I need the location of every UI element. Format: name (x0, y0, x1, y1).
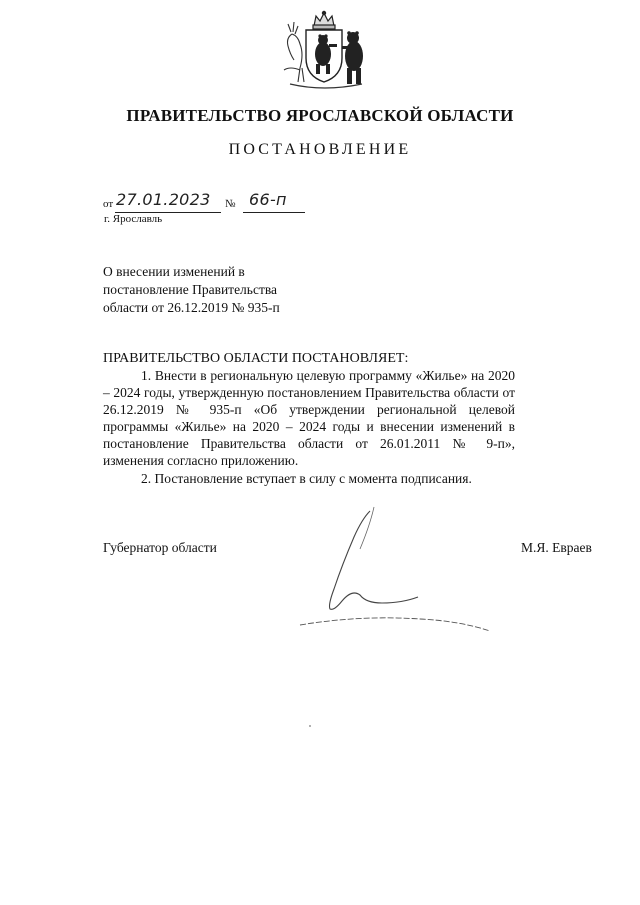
date-number-line (103, 190, 313, 214)
document-body (103, 367, 515, 487)
number-underline (243, 212, 305, 213)
signatory-name: М.Я. Евраев (521, 540, 592, 555)
city: г. Ярославль (104, 213, 163, 225)
document-date: 27.01.2023 (116, 190, 211, 209)
date-prefix: от (103, 198, 114, 210)
scan-speck (309, 725, 311, 727)
document-number: 66-п (249, 190, 287, 209)
government-title: ПРАВИТЕЛЬСТВО ЯРОСЛАВСКОЙ ОБЛАСТИ (126, 106, 514, 125)
resolves-heading: ПРАВИТЕЛЬСТВО ОБЛАСТИ ПОСТАНОВЛЯЕТ: (103, 351, 409, 366)
signatory-title: Губернатор области (103, 540, 217, 555)
subject-line: О внесении изменений в (103, 264, 245, 279)
body-paragraph: 1. Внести в региональную целевую программу «Жилье» на 2020 – 2024 годы, утвержденную постановлением Правительства области от 26.12.2019 № 935-п «Об утверждении региональной целевой программы «Жилье» на 2020 – 2024 годы и внесении изменений в постановление Правительства области от 26.01.2011 № 9-п», изменения согласно приложению. (103, 368, 515, 468)
subject-line: области от 26.12.2019 № 935-п (103, 300, 280, 315)
subject-line: постановление Правительства (103, 282, 278, 297)
document-subject (103, 263, 323, 317)
handwritten-signature (290, 505, 505, 640)
coat-of-arms-icon (276, 10, 372, 90)
document-type: ПОСТАНОВЛЕНИЕ (228, 141, 412, 158)
body-paragraph: 2. Постановление вступает в силу с момента подписания. (141, 471, 472, 486)
number-prefix: № (225, 198, 236, 210)
